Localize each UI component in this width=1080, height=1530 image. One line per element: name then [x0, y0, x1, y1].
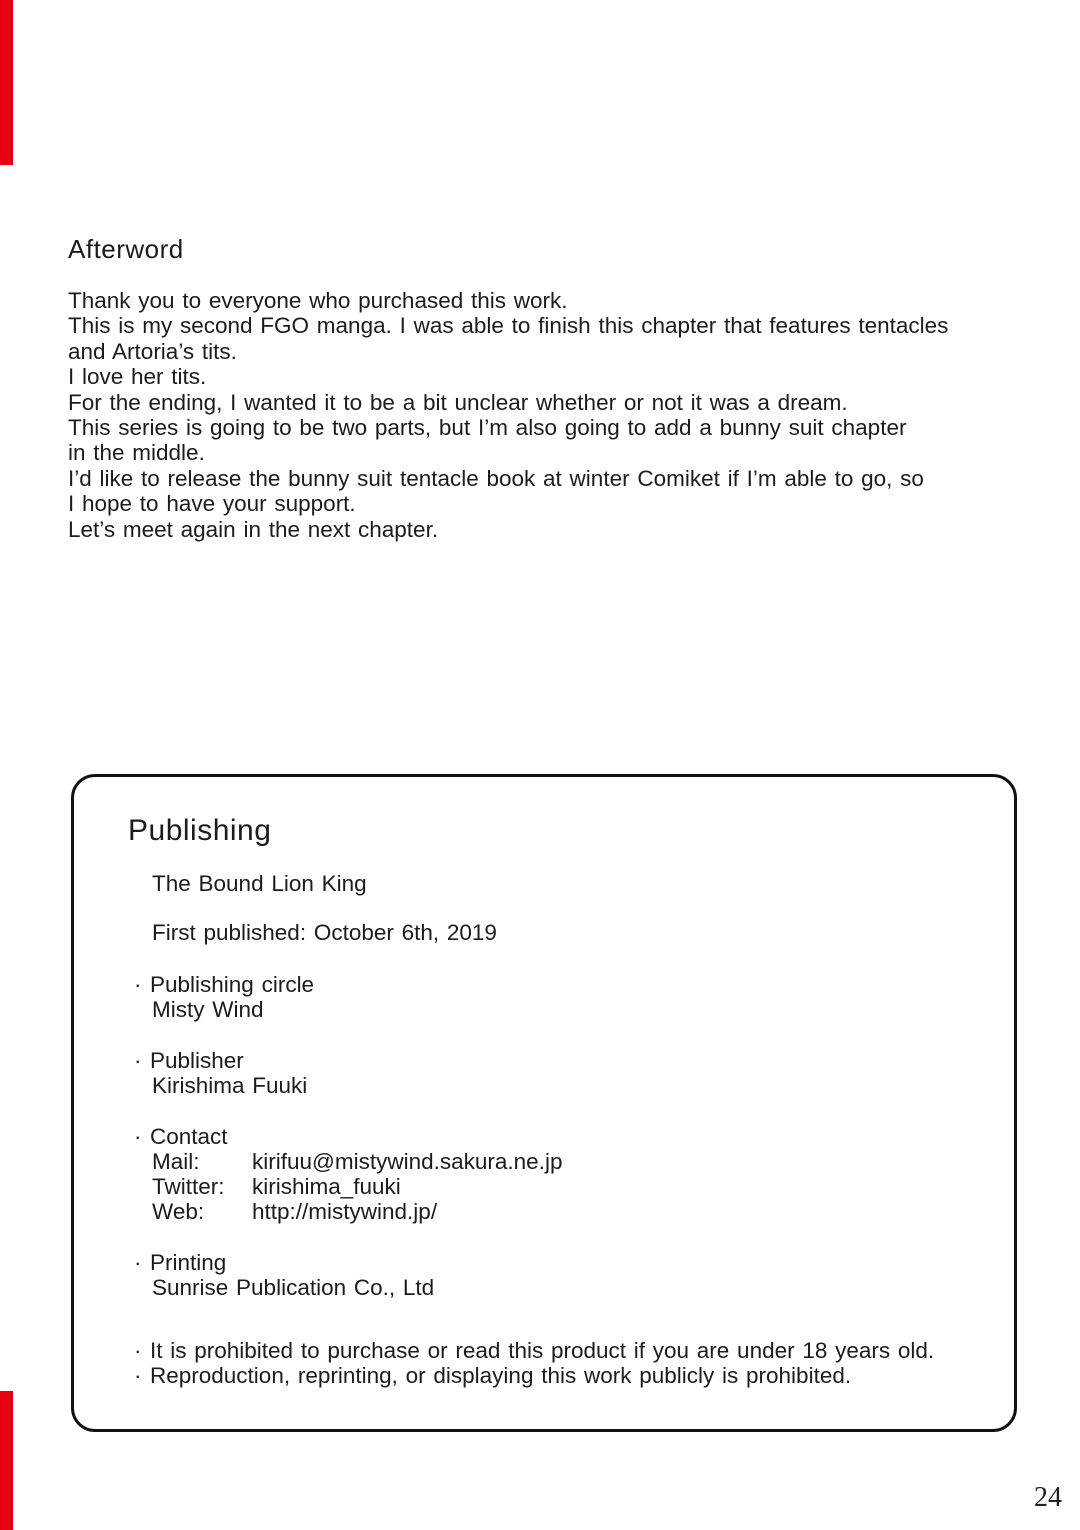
printing-section — [128, 1250, 994, 1300]
afterword-line: This series is going to be two parts, but I’m also going to add a bunny suit chapter — [68, 415, 907, 441]
twitter-label: Twitter: — [152, 1174, 225, 1199]
publishing-heading: Publishing — [128, 814, 272, 847]
afterword-line: I love her tits. — [68, 364, 207, 390]
afterword-body — [68, 288, 1068, 542]
publisher-label: Publisher — [150, 1048, 244, 1073]
twitter-handle: kirishima_fuuki — [252, 1174, 401, 1199]
afterword-section — [68, 234, 1068, 542]
afterword-line: Thank you to everyone who purchased this work. — [68, 288, 568, 313]
bullet-icon: · — [134, 1250, 142, 1275]
contact-row-web — [152, 1199, 994, 1224]
contact-label: Contact — [150, 1124, 228, 1149]
legal-notices — [128, 1338, 994, 1388]
bullet-icon: · — [134, 1338, 142, 1363]
book-title: The Bound Lion King — [152, 871, 367, 896]
contact-row-twitter — [152, 1174, 994, 1199]
notice-text: Reproduction, reprinting, or displaying this work publicly is prohibited. — [150, 1363, 852, 1388]
publisher-value: Kirishima Fuuki — [152, 1073, 308, 1098]
bullet-icon: · — [134, 1048, 142, 1073]
notice-text: It is prohibited to purchase or read this product if you are under 18 years old. — [150, 1338, 935, 1363]
afterword-line: in the middle. — [68, 440, 205, 466]
bullet-icon: · — [134, 1363, 142, 1388]
notice-reproduction — [134, 1363, 994, 1388]
afterword-line: I’d like to release the bunny suit tentacle book at winter Comiket if I’m able to go, so — [68, 465, 924, 491]
web-url: http://mistywind.jp/ — [252, 1199, 438, 1224]
first-published-date: First published: October 6th, 2019 — [152, 920, 497, 945]
bullet-icon: · — [134, 1124, 142, 1149]
publishing-info-box — [71, 774, 1017, 1432]
contact-section — [128, 1124, 994, 1224]
afterword-line: Let’s meet again in the next chapter. — [68, 516, 439, 542]
afterword-line: I hope to have your support. — [68, 491, 356, 517]
afterword-line: This is my second FGO manga. I was able to finish this chapter that features tentacles — [68, 313, 949, 339]
printing-value: Sunrise Publication Co., Ltd — [152, 1275, 435, 1300]
publishing-circle-label: Publishing circle — [150, 972, 315, 997]
publisher-section — [128, 1048, 994, 1098]
mail-label: Mail: — [152, 1149, 200, 1174]
contact-row-mail — [152, 1149, 994, 1174]
notice-age-restriction — [134, 1338, 994, 1363]
publishing-circle-section — [128, 972, 994, 1022]
mail-address: kirifuu@mistywind.sakura.ne.jp — [252, 1149, 563, 1174]
red-edge-mark-top — [0, 0, 13, 165]
afterword-heading: Afterword — [68, 234, 184, 264]
red-edge-mark-bottom — [0, 1391, 13, 1530]
afterword-line: For the ending, I wanted it to be a bit unclear whether or not it was a dream. — [68, 389, 848, 415]
contact-rows — [152, 1149, 994, 1224]
publishing-circle-value: Misty Wind — [152, 997, 264, 1022]
bullet-icon: · — [134, 972, 142, 997]
web-label: Web: — [152, 1199, 205, 1224]
printing-label: Printing — [150, 1250, 227, 1275]
page-number: 24 — [1034, 1482, 1062, 1513]
afterword-line: and Artoria’s tits. — [68, 338, 237, 364]
